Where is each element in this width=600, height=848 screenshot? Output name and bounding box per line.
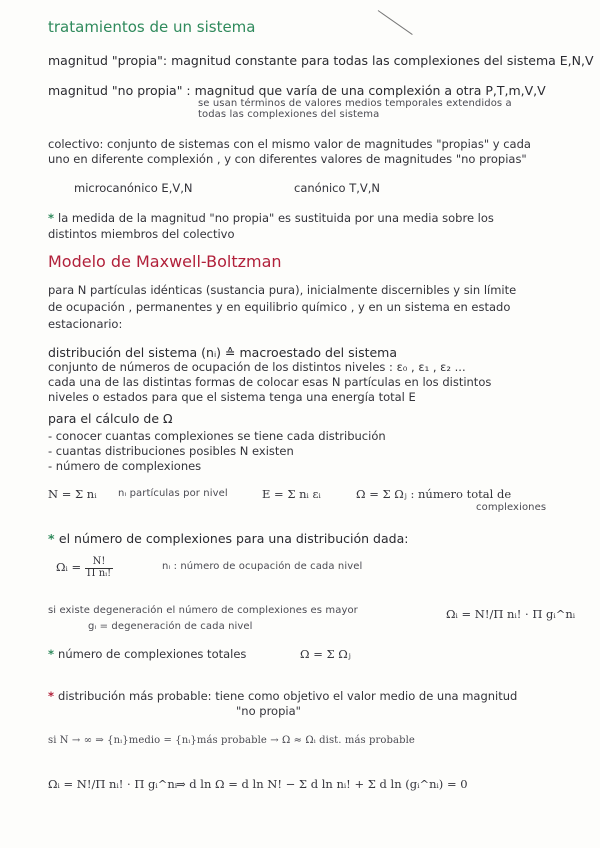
line-magnitud-propia: magnitud "propia": magnitud constante para todas las complexiones del sistema E,N,V bbox=[48, 53, 594, 68]
line-magnitud-no-propia: magnitud "no propia" : magnitud que varía de una complexión a otra P,T,m,V,V bbox=[48, 83, 546, 98]
equation-energy-sum: E = Σ nᵢ εᵢ bbox=[262, 487, 321, 501]
line-mas-probable-1 bbox=[48, 690, 517, 702]
equation-limit: si N → ∞ ⇒ {nᵢ}medio = {nᵢ}más probable → Ω ≈ Ωᵢ dist. más probable bbox=[48, 735, 415, 746]
bullet-marker: * bbox=[48, 689, 59, 703]
section-heading-tratamientos: tratamientos de un sistema bbox=[48, 18, 256, 36]
line-cada-1: cada una de las distintas formas de colocar esas N partículas en los distintos bbox=[48, 375, 492, 389]
line-no-propia-2: se usan términos de valores medios temporales extendidos a bbox=[198, 98, 512, 109]
line-degeneracion-2: gᵢ = degeneración de cada nivel bbox=[88, 621, 253, 632]
bullet-marker: * bbox=[48, 211, 59, 225]
totales-text: número de complexiones totales bbox=[58, 647, 247, 661]
line-para-3: estacionario: bbox=[48, 317, 123, 331]
section-heading-maxwell-boltzman: Modelo de Maxwell-Boltzman bbox=[48, 252, 282, 271]
medida-text: la medida de la magnitud "no propia" es sustituida por una media sobre los bbox=[58, 211, 494, 225]
equation-omega-i bbox=[56, 557, 113, 579]
note-complexiones: complexiones bbox=[476, 502, 547, 513]
line-cada-2: niveles o estados para que el sistema tenga una energía total E bbox=[48, 390, 416, 404]
line-degeneracion-1: si existe degeneración el número de complexiones es mayor bbox=[48, 605, 358, 616]
line-para-2: de ocupación , permanentes y en equilibrio químico , y en un sistema en estado bbox=[48, 300, 511, 314]
equation-final-right: ⇒ d ln Ω = d ln N! − Σ d ln nᵢ! + Σ d ln (gᵢ^nᵢ) = 0 bbox=[176, 777, 468, 791]
line-conjunto: conjunto de números de ocupación de los distintos niveles : ε₀ , ε₁ , ε₂ ... bbox=[48, 360, 466, 374]
fraction-n-factorial bbox=[85, 557, 113, 579]
omega-i-label: Ωᵢ = bbox=[56, 560, 82, 574]
line-canonico: canónico T,V,N bbox=[294, 181, 380, 195]
fraction-numerator: N! bbox=[85, 557, 113, 569]
probable-text: distribución más probable: tiene como objetivo el valor medio de una magnitud bbox=[58, 689, 518, 703]
note-ni-ocupacion: nᵢ : número de ocupación de cada nivel bbox=[162, 561, 363, 572]
line-numero-complexiones bbox=[48, 532, 408, 545]
bullet-marker: * bbox=[48, 647, 59, 661]
line-medida-1 bbox=[48, 212, 494, 224]
line-distribucion: distribución del sistema (nᵢ) ≙ macroestado del sistema bbox=[48, 345, 398, 360]
line-microcanonico: microcanónico E,V,N bbox=[74, 181, 193, 195]
line-complexiones-totales bbox=[48, 648, 246, 660]
equation-degeneracion: Ωᵢ = N!/Π nᵢ! · Π gᵢ^nᵢ bbox=[446, 607, 576, 621]
line-medida-2: distintos miembros del colectivo bbox=[48, 227, 235, 241]
equation-final-left: Ωᵢ = N!/Π nᵢ! · Π gᵢ^nᵢ bbox=[48, 777, 178, 791]
note-particulas-nivel: nᵢ partículas por nivel bbox=[118, 488, 228, 499]
equation-omega-total: Ω = Σ Ωⱼ : número total de bbox=[356, 487, 512, 501]
fraction-denominator: Π nᵢ! bbox=[86, 567, 112, 579]
bullet-marker: * bbox=[48, 531, 59, 546]
line-no-propia-3: todas las complexiones del sistema bbox=[198, 109, 380, 120]
equation-omega-sum: Ω = Σ Ωⱼ bbox=[300, 647, 351, 661]
pen-stroke-mark bbox=[378, 10, 413, 35]
line-colectivo-2: uno en diferente complexión , y con diferentes valores de magnitudes "no propias" bbox=[48, 152, 527, 166]
equation-n-sum: N = Σ nᵢ bbox=[48, 487, 97, 501]
line-item-2: - cuantas distribuciones posibles N existen bbox=[48, 444, 294, 458]
line-mas-probable-2: "no propia" bbox=[236, 704, 301, 718]
line-item-1: - conocer cuantas complexiones se tiene cada distribución bbox=[48, 429, 386, 443]
line-item-3: - número de complexiones bbox=[48, 459, 202, 473]
line-para-1: para N partículas idénticas (sustancia pura), inicialmente discernibles y sin límite bbox=[48, 283, 517, 297]
numcomp-text: el número de complexiones para una distribución dada: bbox=[58, 531, 409, 546]
line-colectivo-1: colectivo: conjunto de sistemas con el mismo valor de magnitudes "propias" y cada bbox=[48, 137, 531, 151]
line-calculo: para el cálculo de Ω bbox=[48, 411, 173, 426]
